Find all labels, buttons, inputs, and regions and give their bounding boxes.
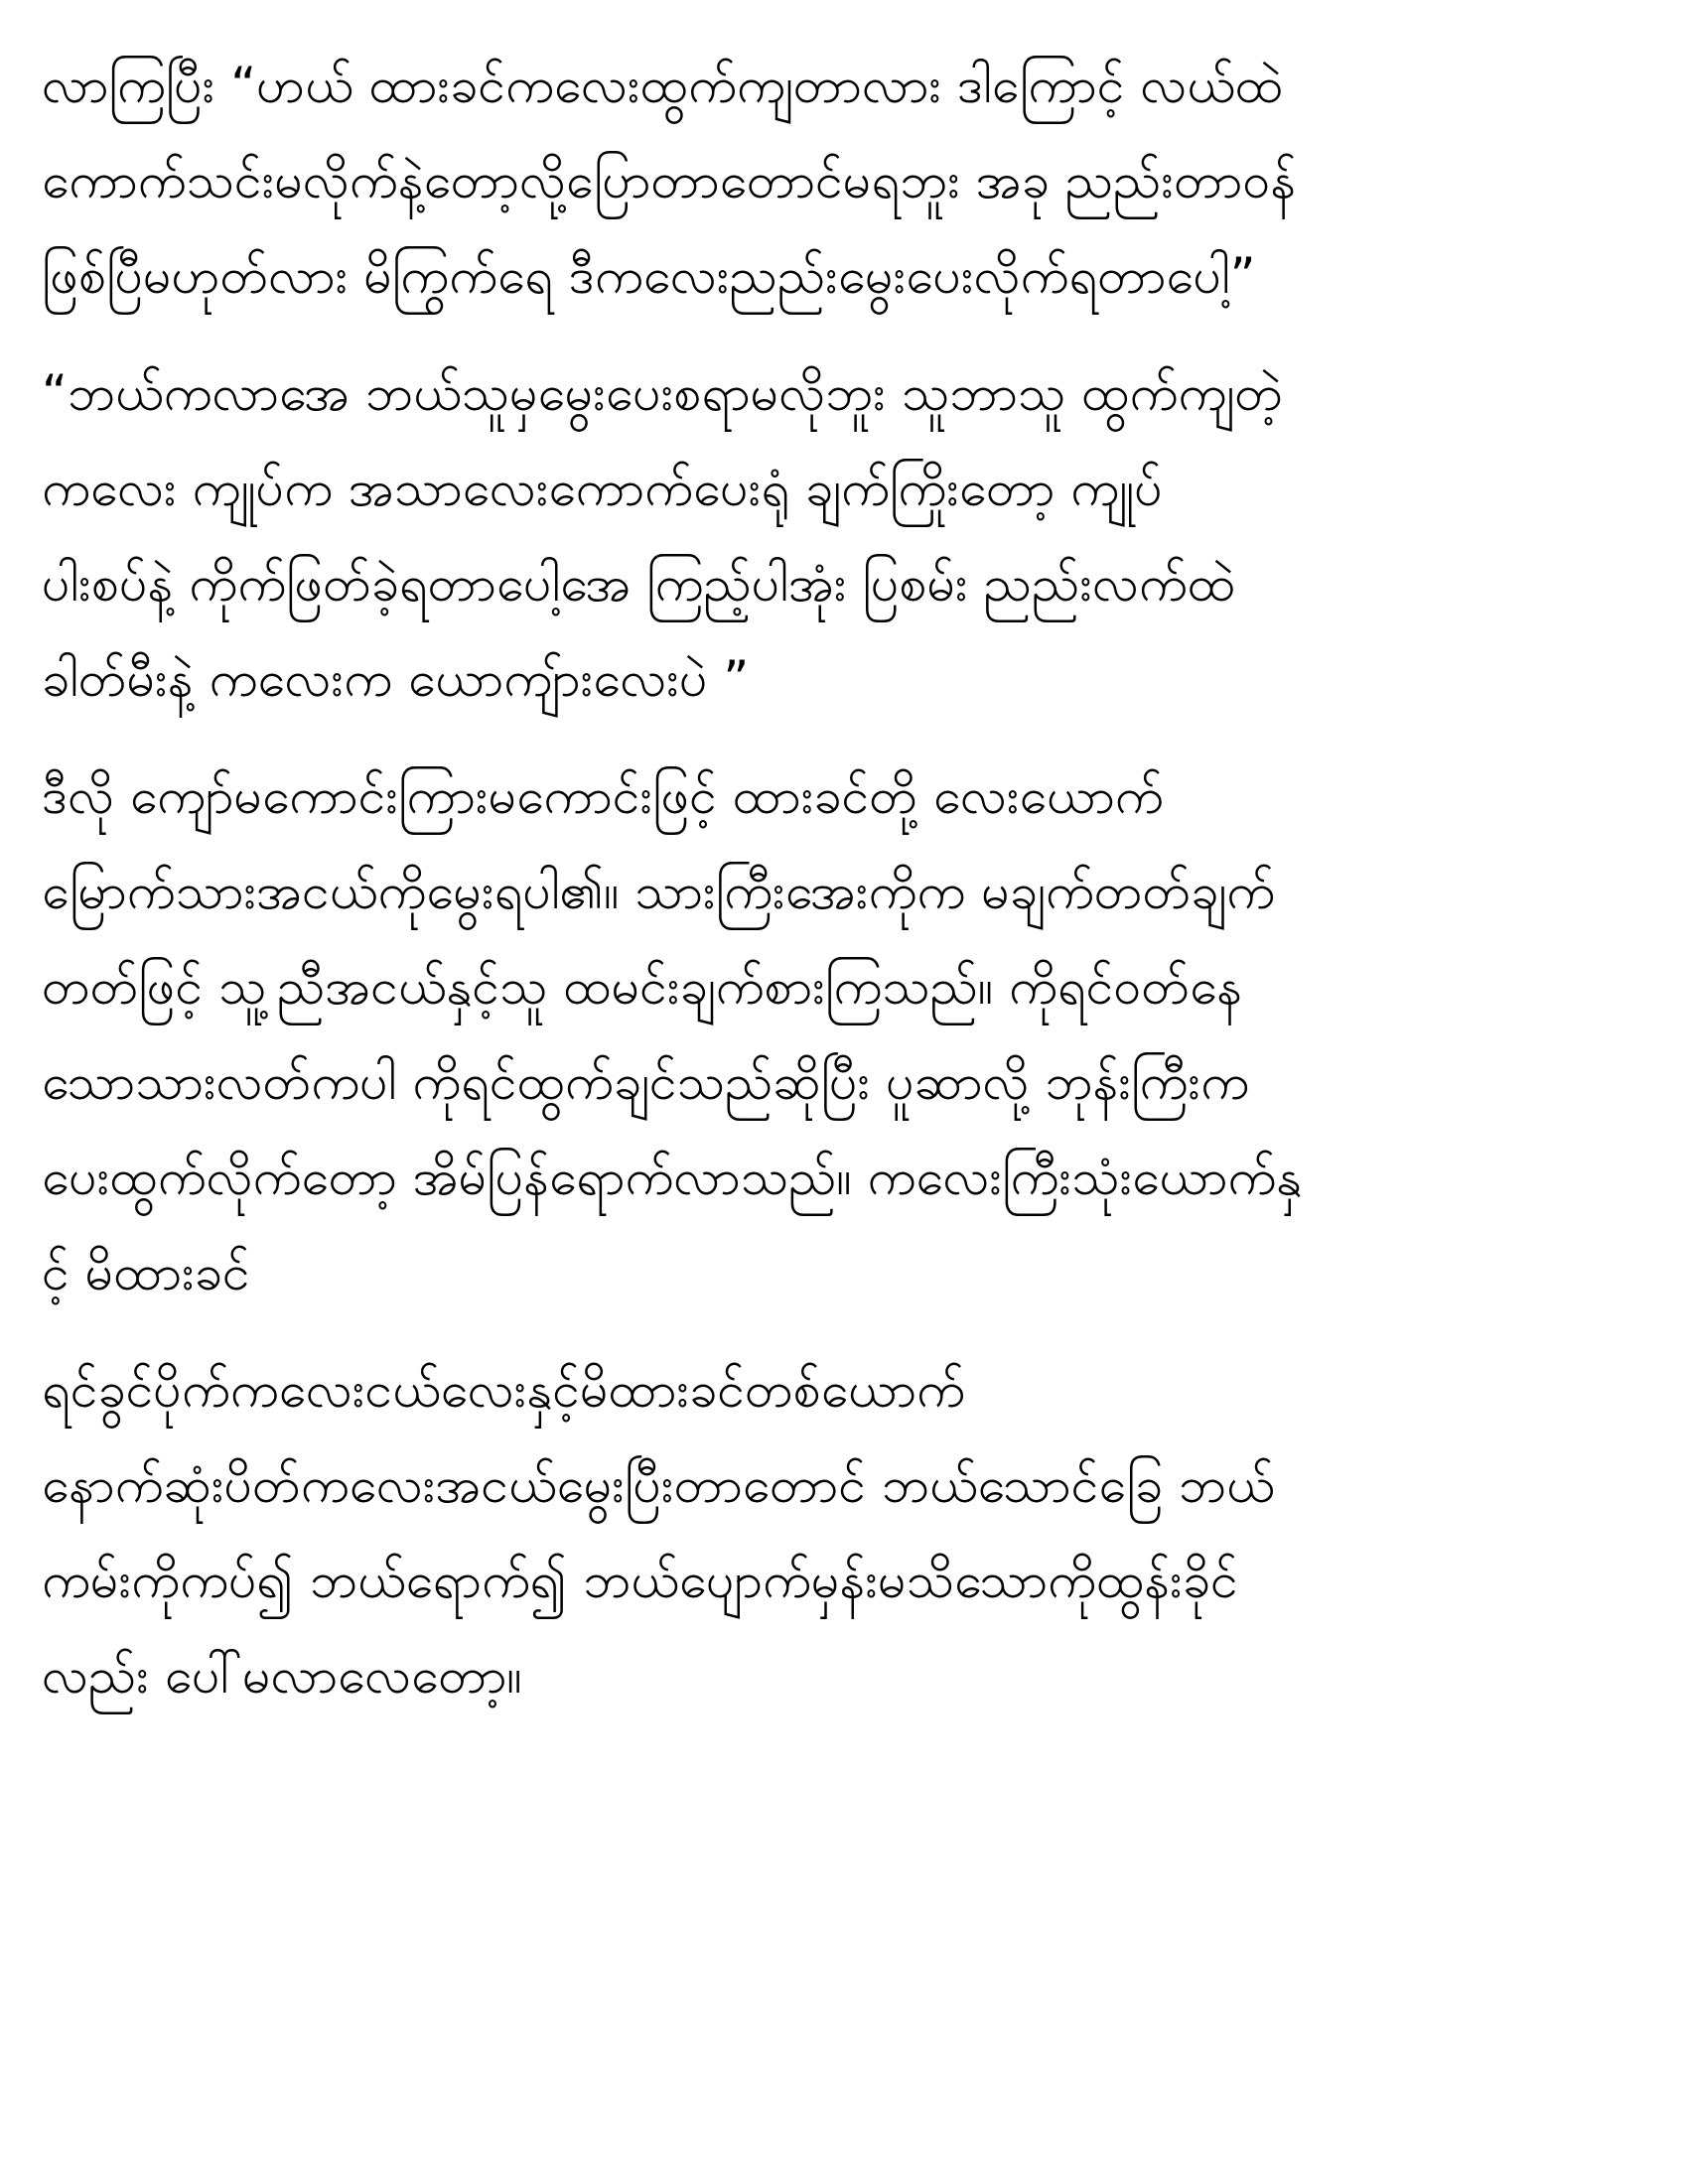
text-line: ရင်ခွင်ပိုက်ကလေးငယ်လေးနှင့်မိထားခင်တစ်ယောက် — [42, 1361, 965, 1419]
text-line: “ဘယ်ကလာအေ ဘယ်သူမှမွေးပေးစရာမလိုဘူး သူဘာသူ ထွက်ကျတဲ့ — [42, 364, 1283, 422]
text-line: ကမ်းကိုကပ်၍ ဘယ်ရောက်၍ ဘယ်ပျောက်မှန်းမသိသောကိုထွန်းခိုင် — [42, 1552, 1238, 1609]
paragraph-1 — [42, 38, 1650, 324]
text-line: သောသားလတ်ကပါ ကိုရင်ထွက်ချင်သည်ဆိုပြီး ပူဆာလို့ ဘုန်းကြီးက — [42, 1053, 1249, 1111]
text-line: လာကြပြီး “ဟယ် ထားခင်ကလေးထွက်ကျတာလား ဒါကြောင့် လယ်ထဲ — [42, 57, 1284, 114]
text-line: နောက်ဆုံးပိတ်ကလေးအငယ်မွေးပြီးတာတောင် ဘယ်သောင်ခြေ ဘယ် — [42, 1456, 1275, 1514]
text-line: င့် မိထားခင် — [42, 1244, 250, 1301]
text-line: ပေးထွက်လိုက်တော့ အိမ်ပြန်ရောက်လာသည်။ ကလေးကြီးသုံးယောက်နှ — [42, 1149, 1303, 1206]
paragraph-3 — [42, 749, 1650, 1320]
text-line: ပါးစပ်နဲ့ ကိုက်ဖြတ်ခဲ့ရတာပေါ့အေ ကြည့်ပါအုံး ပြစမ်း ညည်းလက်ထဲ — [42, 555, 1236, 613]
text-line: မြောက်သားအငယ်ကိုမွေးရပါ၏။ သားကြီးအေးကိုက မချက်တတ်ချက် — [42, 863, 1276, 920]
text-line: ဒီလို ကျော်မကောင်းကြားမကောင်းဖြင့် ထားခင်တို့ လေးယောက် — [42, 767, 1164, 825]
text-line: တတ်ဖြင့် သူ့ညီအငယ်နှင့်သူ ထမင်းချက်စားကြသည်။ ကိုရင်ဝတ်နေ — [42, 958, 1243, 1016]
text-line: လည်း ပေါ်မလာလေတော့။ — [42, 1647, 522, 1705]
text-line: ကောက်သင်းမလိုက်နဲ့တော့လို့ပြောတာတောင်မရဘူး အခု ညည်းတာဝန် — [42, 152, 1297, 209]
paragraph-2 — [42, 345, 1650, 727]
text-line: ခါတ်မီးနဲ့ ကလေးက ယောကျ်ားလေးပဲ ” — [42, 650, 750, 708]
text-line: ကလေး ကျုပ်က အသာလေးကောက်ပေးရုံ ချက်ကြိုးတော့ ကျုပ် — [42, 460, 1163, 517]
document-page — [42, 38, 1650, 1745]
paragraph-4 — [42, 1342, 1650, 1723]
text-line: ဖြစ်ပြီမဟုတ်လား မိကြွက်ရေ ဒီကလေးညည်းမွေးပေးလိုက်ရတာပေါ့” — [42, 247, 1256, 305]
